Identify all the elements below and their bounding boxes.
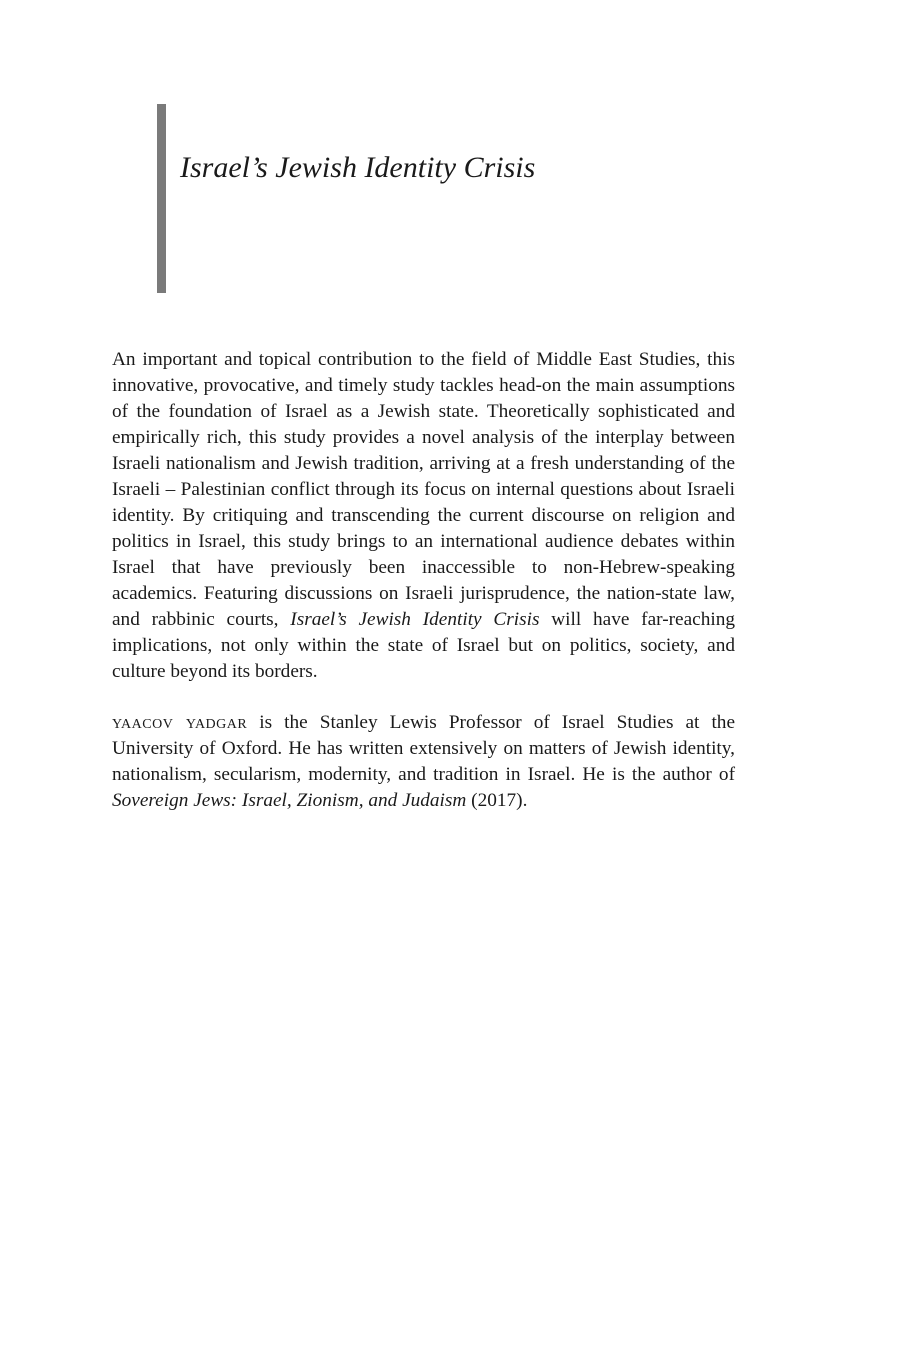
book-title: Israel’s Jewish Identity Crisis <box>180 151 536 184</box>
author-bio-text: is the Stanley Lewis Professor of Israel Studies at the University of Oxford. He has written extensively on matters of Jewish identity, nationalism, secularism, modernity, and tradition in Israel. He is the author of <box>112 712 736 785</box>
book-blurb <box>112 347 735 685</box>
author-previous-book-title: Sovereign Jews: Israel, Zionism, and Judaism <box>112 790 467 811</box>
title-accent-bar <box>157 104 166 293</box>
author-bio-year: (2017). <box>471 790 528 811</box>
author-name: yaacov yadgar <box>112 712 248 733</box>
author-bio <box>112 710 735 814</box>
blurb-title-reference: Israel’s Jewish Identity Crisis <box>290 609 540 630</box>
blurb-text: An important and topical contribution to the field of Middle East Studies, this innovative, provocative, and timely study tackles head-on the main assumptions of the foundation of Israel as a Jewish state. Theoretically sophisticated and empirically rich, this study provides a novel analysis of the interplay between Israeli nationalism and Jewish tradition, arriving at a fresh understanding of the Israeli – Palestinian conflict through its focus on internal questions about Israeli identity. By critiquing and transcending the current discourse on religion and politics in Israel, this study brings to an international audience debates within Israel that have previously been inaccessible to non-Hebrew-speaking academics. Featuring discussions on Israeli jurisprudence, the nation-state law, and rabbinic courts, <box>112 349 735 630</box>
blurb-text-end: will have far-reaching implications, not only within the state of Israel but on politics, society, and culture beyond its borders. <box>112 609 735 682</box>
